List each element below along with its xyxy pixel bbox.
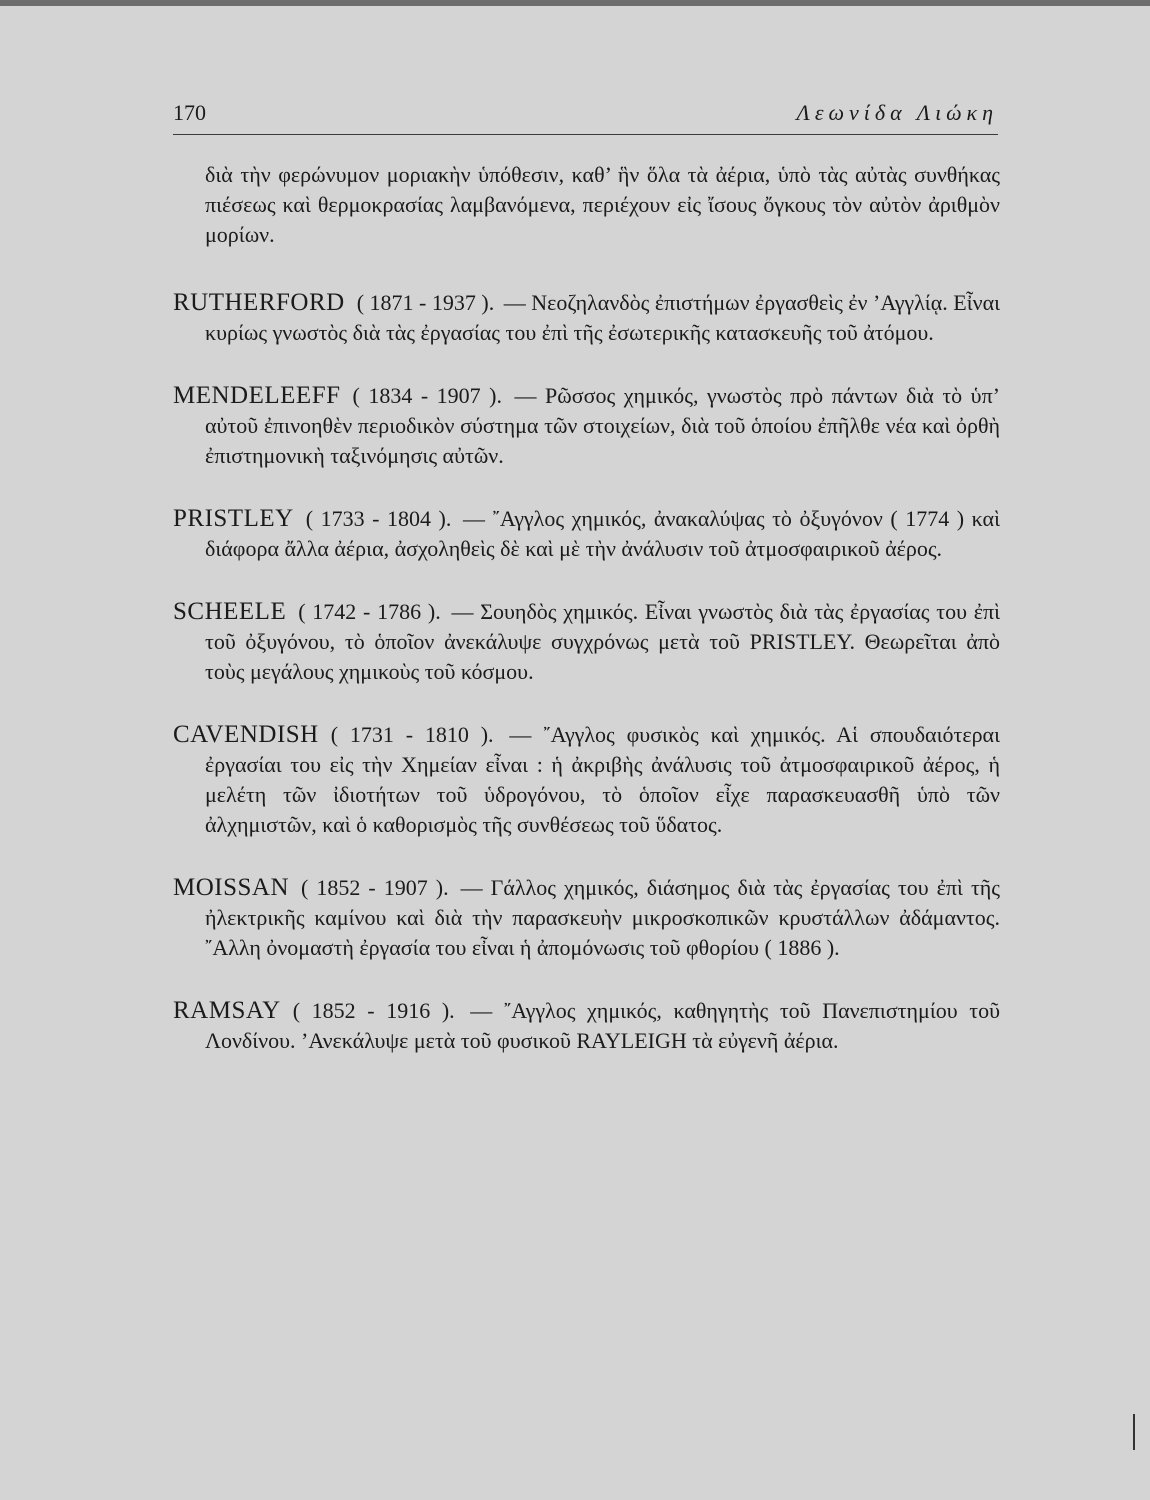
margin-mark <box>1133 1414 1135 1450</box>
entry-scheele <box>173 597 1000 687</box>
entry-dates: ( 1852 - 1916 ). <box>292 998 455 1023</box>
entry-name: MENDELEEFF <box>173 382 341 409</box>
entry-name: SCHEELE <box>173 598 287 625</box>
entry-cavendish <box>173 720 1000 840</box>
entry-moissan <box>173 873 1000 963</box>
intro-paragraph: διὰ τὴν φερώνυμον μοριακὴν ὑπόθεσιν, καθ’ ἣν ὅλα τὰ ἀέρια, ὑπὸ τὰς αὐτὰς συνθήκας πιέσεως καὶ θερμοκρασίας λαμβανόμενα, περιέχουν εἰς ἴσους ὄγκους τὸν αὐτὸν ἀριθμὸν μορίων. <box>205 162 1000 247</box>
page-header <box>173 96 998 130</box>
entry-dates: ( 1834 - 1907 ). <box>352 383 503 408</box>
entry-text: — ῎Αγγλος φυσικὸς καὶ χημικός. Αἱ σπουδαιότεραι ἐργασίαι του εἰς τὴν Χημείαν εἶναι : ἡ ἀκριβὴς ἀνάλυσις τοῦ ἀτμοσφαιρικοῦ ἀέρος, ἡ μελέτη τῶν ἰδιοτήτων τοῦ ὑδρογόνου, τὸ ὁποῖον εἶχε παρασκευασθῆ ὑπὸ τῶν ἀλχημιστῶν, καὶ ὁ καθορισμὸς τῆς συνθέσεως τοῦ ὕδατος. <box>205 722 1001 837</box>
entry-dates: ( 1731 - 1810 ). <box>330 722 494 747</box>
page-content <box>173 160 1000 1089</box>
entry-mendeleeff <box>173 381 1000 471</box>
entry-name: RAMSAY <box>173 997 281 1024</box>
entry-name: PRISTLEY <box>173 505 294 532</box>
entry-text: — ῎Αγγλος χημικός, καθηγητὴς τοῦ Πανεπιστημίου τοῦ Λονδίνου. ’Ανεκάλυψε μετὰ τοῦ φυσικοῦ RAYLEIGH τὰ εὐγενῆ ἀέρια. <box>205 998 1000 1053</box>
entry-dates: ( 1871 - 1937 ). <box>356 290 495 315</box>
page-number: 170 <box>173 100 206 125</box>
entry-text: — Ρῶσσος χημικός, γνωστὸς πρὸ πάντων διὰ τὸ ὑπ’ αὐτοῦ ἐπινοηθὲν περιοδικὸν σύστημα τῶν στοιχείων, διὰ τοῦ ὁποίου ἐπῆλθε νέα καὶ ὀρθὴ ἐπιστημονικὴ ταξινόμησις αὐτῶν. <box>205 383 1001 468</box>
entry-ramsay <box>173 996 1000 1056</box>
entry-text: — Σουηδὸς χημικός. Εἶναι γνωστὸς διὰ τὰς ἐργασίας του ἐπὶ τοῦ ὀξυγόνου, τὸ ὁποῖον ἀνεκάλυψε συγχρόνως μετὰ τοῦ PRISTLEY. Θεωρεῖται ἀπὸ τοὺς μεγάλους χημικοὺς τοῦ κόσμου. <box>205 599 1001 684</box>
entry-dates: ( 1852 - 1907 ). <box>301 875 449 900</box>
entry-name: CAVENDISH <box>173 721 319 748</box>
entry-name: MOISSAN <box>173 874 290 901</box>
page-top-edge <box>0 0 1150 6</box>
entry-dates: ( 1742 - 1786 ). <box>298 599 441 624</box>
entry-text: — Γάλλος χημικός, διάσημος διὰ τὰς ἐργασίας του ἐπὶ τῆς ἠλεκτρικῆς καμίνου καὶ διὰ τὴν παρασκευὴν μικροσκοπικῶν κρυστάλλων ἀδάμαντος. ῎Αλλη ὀνομαστὴ ἐργασία του εἶναι ἡ ἀπομόνωσις τοῦ φθορίου ( 1886 ). <box>205 875 1001 960</box>
entry-name: RUTHERFORD <box>173 289 345 316</box>
entry-pristley <box>173 504 1000 564</box>
entry-text: — ῎Αγγλος χημικός, ἀνακαλύψας τὸ ὀξυγόνον ( 1774 ) καὶ διάφορα ἄλλα ἀέρια, ἀσχοληθεὶς δὲ καὶ μὲ τὴν ἀνάλυσιν τοῦ ἀτμοσφαιρικοῦ ἀέρος. <box>205 506 1001 561</box>
header-rule <box>173 134 998 135</box>
entry-dates: ( 1733 - 1804 ). <box>305 506 452 531</box>
entry-text: — Νεοζηλανδὸς ἐπιστήμων ἐργασθεὶς ἐν ’Αγγλίᾳ. Εἶναι κυρίως γνωστὸς διὰ τὰς ἐργασίας του ἐπὶ τῆς ἐσωτερικῆς κατασκευῆς τοῦ ἀτόμου. <box>205 290 1001 345</box>
running-title: Λεωνίδα Λιώκη <box>796 100 998 125</box>
entry-rutherford <box>173 288 1000 348</box>
